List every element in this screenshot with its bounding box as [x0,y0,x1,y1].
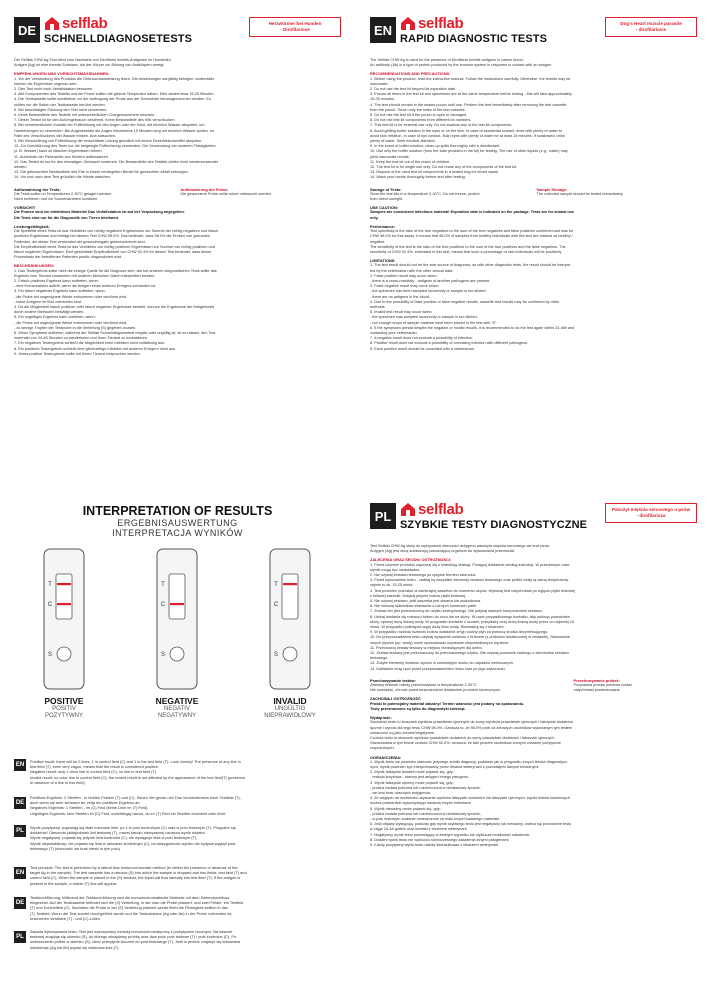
intro-text: The Selflab CHW Ag is used for the presence of Dirofilaria immitis antigens in canine blood. An antibody (Ab) is a type of protein produced by the immune system in response to contact with an antigen. [370,58,553,68]
page-title: SCHNELLDIAGNOSETESTS [44,33,193,45]
house-logo-icon [400,16,416,31]
section-heading: RECOMMENDATIONS AND PRECAUTIONS: [370,71,451,77]
storage-block: Aufbewahrung der Tests: Die Tests sollten in Temperaturen 2-30°C gelagert werden. Nicht einfrieren und vor Sonnenstrahlen schützen. Aufbewahrung der Probe: Die gewonnene Probe sollte sofort untersucht werden. [14,186,272,202]
test-field-label: T [161,582,165,588]
positive-label: POSITIVE POSITIV POZYTYWNY [44,696,84,719]
brand-name: selflab [418,14,464,32]
interpretation-subtitle-de: ERGEBNISAUSWERTUNG [117,518,238,528]
test-field-label: T [48,582,52,588]
language-badge: EN [14,867,26,879]
cassette-drawing [14,544,341,694]
test-cassette [270,549,310,689]
language-badge: EN [14,759,26,771]
result-text-en: Positive result: there will be 2 lines, 1 in control field (C) and 1 in the test field (T). Look closely! The presence of any line in test field (T), even very vague, means that the result is considered positive. Negative result: only 1 clear line in control field (C), no line in test field (T). Invalid result: no color line in control field (C), the invalid result is not affected by the appearance of the test field(T) (presence or absence of a line in this field). [30,759,246,785]
sample-well-label: S [160,652,166,658]
recommendations-list: 1. Przed użyciem produktu zapoznaj się z instrukcją obsługi. Postępuj dokładnie według instrukcji. W przeciwnym razie wyniki mogą być niedokładne. 2. Nie używaj zestawu testowego po upływie terminu ważności. 3. Przed wykonaniem testu - zadbaj by wszystkie elementy zestawu testowego oraz próbki miały tą samą temperaturę, zajmie to ok. 15-25 minut. 4. Test powinien pozostać w zamkniętej saszetce do momentu użycia. Wykonaj test natychmiast po wyjęciu płytki testowej z foliowej saszetki. Dotykaj jedynie boków płytki testowej. 5. Nie używaj zestawu, jeśli saszetka jest otwarta lub uszkodzona. 6. Nie mieszaj składników zestawów o różnych numerach partii. 7. Zestaw ten jest przeznaczony do użytku zewnętrznego. Nie połykaj żadnych komponentów zestawu. 8. Unikaj dostania się roztworu buforu do oczu lub na skórę. W razie przypadkowego kontaktu, aby uniknąć podrażnień skóry, spłukuj dużą ilością wody. W przypadku kontaktu z oczami, przepłukuj oczy dużą ilością wody przez co najmniej 15 minut. W przypadku połknięcia wypij dużą ilość wody. Skontaktuj się z lekarzem. 9. W przypadku rozlania roztworu buforu dokładnie zmyj rozlany płyn za pomocą środka dezynfekującego. 10. Do przeprowadzenia testu używaj wyłącznie roztworu z buforem (z probówki dostarczonej w zestawie). Stosowanie innych płynów (np. wody) może spowodować uzyskanie nieprawidłowych wyników. 11. Przechowuj zestaw testowy w miejscu niedostępnym dla dzieci. 12. Zestaw testowy jest przeznaczony do jednorazowego użytku. Nie używaj ponownie żadnego z elementów zestawu testowego. 13. Zużyte elementy zestawu wyrzuć w zamkniętym worku do odpadów zmieszanych. 14. Dokładnie umyj ręce przed przeprowadzeniem testu oraz po jego wykonaniu. [370,562,576,671]
language-badge: EN [370,17,396,43]
limitations-heading: OGRANICZENIA: [370,754,402,760]
result-window [282,574,298,619]
caution-text: Samples are considered infectious material! Expiration date is indicated on the package. Tests are for animal use only. [370,210,574,220]
performance-heading: Wydajność: [370,715,392,721]
limitations-heading: LIMITATIONS: [370,258,396,264]
test-line [283,583,297,585]
test-line [57,583,71,585]
language-badge: DE [14,17,40,43]
section-heading: EMPFEHLUNGEN UND VORSICHTSMASSNAHMEN: [14,71,110,77]
control-field-label: C [47,602,53,608]
topic-badge: Pasożyt mięśnia sercowego u psów - dirofilarioza [605,503,697,523]
caution-text: Die Proben sind ein infektiöses Material! Das Verfallsdatum ist auf der Verpackung angegeben. Die Tests sind nur für die Diagnostik von Tieren bestimmt. [14,210,185,220]
caution-text: Próbki to potencjalny materiał zakaźny! Termin ważności jest podany na opakowaniu. Testy przeznaczone są tylko do diagnostyki zwierząt. [370,701,525,711]
section-heading: ZALECENIA ORAZ ŚRODKI OSTROŻNOŚCI: [370,557,452,563]
pl-header [370,500,697,544]
recommendations-list: 1. Vor der Verwendung des Produkts die Gebrauchsanweisung lesen. Die Anweisungen sorgfältig befolgen, andernfalls können die Ergebnisse ungenau sein. 2. Den Test nicht nach Verfallsdatum benutzen. 3. Alle Komponenten des Testkits und die Probe sollten die gleiche Temperatur haben. Dies dauert etwa 15-25 Minuten. 4. Die Testkassette sollte unmittelbar vor der Auftragung der Probe aus der Schutzfolie herausgenommen werden. Es sollten nur die Seiten der Testkassette berührt werden. 5. Bei beschädigter Packung den Test nicht verwenden. 6. Keine Bestandteile des Testkits mit unterschiedlichen Chargennummern mischen. 7. Dieser Testkit ist für den Außengebrauch bestimmt. Keine Bestandteile des Kits verschlucken. 8. Bei versehentlichem Kontakt der Pufferlösung mit den Augen oder der Haut, mit reichlich Wasser abspülen; um Hautreizungen zu vermeiden. Bei Augenkontakt die Augen mindestens 15 Minuten lang mit reichlich Wasser spülen. Im Falle des Verschluckens viel Wasser trinken. Arzt aufsuchen. 9. Bei Verschüttung von Pufferlösung die verschüttete Lösung gründlich mit einem Desinfektionsmittel abspülen. 10. Zur Durchführung des Tests nur die beigelegte Pufferlösung verwenden. Die Verwendung von anderen Flüssigkeiten (z. B. Wasser) kann zu falschen Ergebnissen führen. 11. Außerhalb der Reichweite von Kindern aufbewahren. 12. Das Testkit ist nur für den einmaligen Gebrauch bestimmt. Die Bestandteile des Testkits dürfen nicht wiederverwendet werden. 13. Die gebrauchten Bestandteile des Kits in einem versiegelten Beutel für gemischten Abfall entsorgen. 14. Vor und nach dem Test gründlich die Hände waschen. [14,76,218,180]
interpretation-subtitle-pl: INTERPRETACJA WYNIKÓW [112,528,243,538]
en-body [370,58,697,352]
de-section [14,14,341,484]
language-badge: DE [14,897,26,909]
house-logo-icon [44,16,60,31]
performance-heading: Performance: [370,223,396,229]
language-badge: PL [14,931,26,943]
invalid-label: INVALID UNGÜLTIG NIEPRAWIDŁOWY [264,696,316,719]
interpretation-title: INTERPRETATION OF RESULTS [82,504,273,518]
brand-name: selflab [418,500,464,518]
interpretation-text-blocks [14,759,341,992]
en-header [370,14,697,58]
limitations-heading: BESCHRÄNKUNGEN: [14,263,55,269]
result-window [169,574,185,619]
intro-text: Test Selflab CHW Ag służy do wykrywania obecności antygenu pasożyta mięśnia sercowego we krwi psów. Antygen (Ag) jest obcą substancją pobudzającą organizm do wytwarzania przeciwciał. [370,544,551,554]
page-title: RAPID DIAGNOSTIC TESTS [400,33,548,45]
house-logo-icon [400,502,416,517]
sample-well [170,647,184,661]
de-header [14,14,341,58]
language-badge: PL [370,503,396,529]
control-line [170,603,184,605]
en-section [370,14,697,484]
test-cassette [157,549,197,689]
brand-block [44,14,249,45]
sample-well-label: S [47,652,53,658]
principle-text-de: Testdurchführung: Während der Testdurchführung wird die immunochromatische Methode mit dem Seitendurchfluss eingesetzt. Auf der Testkassette befindet sich die (S) Vertiefung, in der man die Probe platziert, und zwei Felder: ein Testfeld (T) und Kontrollfeld (C). Nachdem die Probe in der (S) Vertiefung platziert wurde fließt die Flüssigkeit seitlich in das (T) Testfeld. Wenn der Test korrekt durchgeführt wurde und die Testsubstanz (Ag oder Ab) in der Probe vorhanden ist, erscheinen sichtbare (T) - und (C)-Linien. [30,895,244,921]
performance-text: Test specificity is the ratio of the true negatives to the sum of the true negatives and false positives combined and was for CHW 98.0% for this assay. It means that 98.0% of samples from healthy individuals with this test are marked as healthy / negative. The sensitivity of the test is the ratio of the true positives to the sum of the true positives and the false negatives. The sensitivity of CHW 92.4%, estimated in this test, means that such a percentage of sick individuals will be positively [370,229,574,254]
brand-name: selflab [62,14,108,32]
brand-block [400,14,605,45]
control-field-label: C [160,602,166,608]
storage-block: Storage of Tests: Store the test kits in a temperature 2-30°C. Do not freeze, protect from direct sunlight. Sample Storage: The collected sample should be tested immediately. [370,186,624,202]
limitations-list: 1. The test result should not be the sole source of diagnosis, as with other diagnostic tests, the result should be interpre- ted by the veterinarian with the other clinical data. 2. False positive result may occur when: - there is a cross-reactivity - antigens of another pathogens are present. 3. False negative result may occur when: - the specimen has been sampled incorrectly or sample is too diluted, - there are no antigens in the blood. 4. Due to the possibility of false positive or false negative results, cassette test results may be confirmed by other methods. 5. Invalid test result may occur when: - the specimen was sampled incorrectly or sample is too diluted, - not enough drops of sample material have been placed in the test well "S". 6. If the symptoms persist despite the negative or invalid results, it is recommended to do the test again within 24-48h and contacting your veterinarian. 7. A negative result does not exclude a possibility of infection. 8. Positive result does not exclude a possibility of coexisting infection with different pathogens. 9. Each positive result should be consulted with a veterinarian. [370,263,575,351]
performance-text: Die Spezifität eines Tests ist das Verhältnis von richtig negativen Ergebnissen zur Summe der richtig negativen und falsch positiven Ergebnisse und beträgt bei diesem Test CHW 98.0%. Das bedeutet, dass 98.0% der Proben von gesunden Patienten, die dieser Test verwenden als gesund/negativ gekennzeichnet sind. Die Empfindlichkeit eines Tests ist das Verhältnis von richtig positiven Ergebnissen zur Summe von richtig positiven und falsch negativen Ergebnissen. Eine geschätzte Empfindlichkeit von CHW 92.4% für diesen Test bedeutet, dass dieser Prozentsatz der betroffenen Patienten positiv diagnostiziert wird. [14,229,219,260]
topic-badge: Dog's Heart muscle parasite - dirofilariosis [605,17,697,37]
control-field-label: C [273,602,279,608]
caution-heading: ZACHOWAJ OSTROŻNOŚĆ [370,696,421,702]
control-line [57,603,71,605]
performance-text: Swoistość testu to stosunek wyników prawdziwie ujemnych do sumy wyników prawdziwie ujemnych i fałszywie dodatnich łącznie i wynosi dla tego testu CHW 98.0%. Oznacza to, że 98.0% prób od zdrowych osobników wykonanym tym testem oznaczone są jako zdrowe/negatywne. Czułość testu to stosunek wyników prawdziwie dodatnich do sumy prawdziwie dodatnich i fałszywie ujemnych. Oszacowana w tym teście czułość CHW 92.4%, oznacza, że taki procent osobników chorych zostanie pozytywnie rozpoznanych. [370,720,574,751]
language-badge: PL [14,825,26,837]
intro-text: Der Selflab CHW Ag-Test dient zum Nachweis von Dirofilaria immitis-Antigenen im Hundeblut. Antigen (Ag) ist eine fremde Substanz, die der Körper zur Bildung von Antikörpern anregt. [14,58,172,68]
interpretation-section [14,500,341,992]
sample-well [57,647,71,661]
limitations-list: 1. Das Testergebnis sollte nicht die einzige Quelle für die Diagnose sein; wie bei anderen diagnostischen Tests sollte das Ergebnis vom Tierarzt zusammen mit anderen klinischen Daten interpretiert werden. 2. Falsch positives Ergebnis kann auftreten, wenn: - eine Kreuzreaktion auftritt, wenn die Antigen eines anderen Erregers vorhanden ist. 3. Ein falsch negatives Ergebnis kann auftreten, wenn: - die Probe auf ungeeignete Weise entnommen oder verdünnt wird, - keine Antigene im Blut vorhanden sind. 4. Da die Möglichkeit falsch positiver oder falsch negativer Ergebnisse besteht, können die Ergebnisse der Antigentests durch andere Methoden bestätigt werden. 5. Ein ungültiges Ergebnis kann auftreten, wenn: - die Probe auf ungeeignete Weise entnommen oder verdünnt wird, - zu wenige Tropfen der Testprobe in die Vertiefung (S) gegeben wurden. 6. Wenn Symptome auftreten, während der Selflab Schnelldiagnosetest negativ oder ungültig ist, ist es ratsam, den Test innerhalb von 24-48 Stunden zu wiederholen und Ihren Tierarzt zu kontaktieren. 7. Ein negatives Testergebnis schließt die Möglichkeit einer Infektion nicht vollständig aus. 8. Ein positives Testergebnis schließt eine gleichzeitige Infektion mit anderen Erregern nicht aus. 9. Jedes positive Testergebnis sollte mit Ihrem Tierarzt besprochen werden. [14,268,217,356]
topic-badge: Herzwürmer bei Hunden - Dirofilariose [249,17,341,37]
result-window [56,574,72,619]
recommendations-list: 1. Before using the product, read the instruction manual. Follow the instructions carefully. Otherwise, the results may be inaccurate. 2. Do not use the test kit beyond its expiration date. 3. Ensure all items in the test kit and specimens are at the same temperature before testing - this will take approximately 15-25 minutes. 4. The test should remain in the sealed pouch until use. Perform the test immediately after removing the test cassette from the pouch. Touch only the sides of the test cassette. 5. Do not use the test kit if the pouch is open or damaged. 6. Do not mix test kit components from different lot numbers. 7. This test kit is for external use only. Do not swallow any of the test kit components. 8. Avoid getting buffer solution in the eyes or on the skin. In case of accidental contact, rinse with plenty of water to avoid skin irritation. In case of eye contact, flush eyes with plenty of water for at least 15 minutes. If swallowed, drink plenty of water. Seek medical attention. 9. In the event of buffer solution, clean up spills thoroughly with a disinfectant. 10. Use only the buffer solution (from the tube provided in the kit) for testing. The use of other liquids (e.g., water) may yield inaccurate results. 11. Keep the test kit out of the reach of children. 12. The test kit is for single use only. Do not reuse any of the components of the test kit. 13. Dispose of the used test kit components in a sealed bag for mixed waste. 14. Wash your hands thoroughly before and after testing. [370,76,572,180]
negative-label: NEGATIVE NEGATIV NEGATYWNY [155,696,199,719]
page-title: SZYBKIE TESTY DIAGNOSTYCZNE [400,519,588,531]
caution-heading: USE CAUTION: [370,205,399,211]
de-body [14,58,341,357]
caution-heading: VORSICHT! [14,205,36,211]
limitations-list: 1. Wynik testu nie powinien stanowić jedynego źródła diagnozy, podobnie jak w przypadku innych testów diagnostycz- nych, wynik powinien być interpretowany przez lekarza weterynarii z pozostałymi danymi klinicznymi. 2. Wynik fałszywie dodatni może pojawić się, gdy: - reakcja krzyżowa - obecny jest antygen innego patogenu, 3. Wynik fałszywie ujemny może pojawić się, gdy: - próbka została pobrana lub rozcieńczona w niewłaściwy sposób, - we krwi brak obecnych antygenów. 4. Ze względu na możliwość uzyskania wyników fałszywie dodatnich lub fałszywie ujemnych, wyniki testów kasetowych można potwierdzić wykorzystując badania innymi metodami. 5. Wynik niewaźny może pojawić się, gdy: - próbka została pobrana lub rozcieńczona w niewłaściwy sposób, - w polu testowym zostanie umieszczone za mało kropel badanego materiału. 6. Jeśli objawy występują, podczas gdy wynik szybkiego testu jest negatywny lub niewaźny, zaleca się ponowienie testu w ciągu 24-48 godzin oraz kontakt z lekarzem weterynarii. 7. Negatywny wynik testu pozwalający w żadnym wypadku nie wyklucza możliwości zakażenia. 8. Dodatni wynik testu nie wyklucza równoczesnego zakażenia innymi patogenami. 9. Każdy pozytywny wynik testu należy skonsultować z lekarzem weterynarii. [370,759,572,847]
test-field-label: T [274,582,278,588]
pl-body [370,544,697,848]
storage-block: Przechowywanie testów: Zestawy testowe należy przechowywać w temperaturze 2-30°C. Nie zamrażać, chronić przed bezpośrednim działaniem promieni słonecznych. Przechowywanie próbek: Pozyskana próbka powinna zostać natychmiast przetestowana. [370,677,632,693]
cassette-illustrations [14,544,341,759]
sample-well [283,647,297,661]
result-text-de: Positives Ergebnis: 2 Streifen - in beiden Feldern (T) und (C). Sehen Sie genau hin! Das Vorhandensein einer Testlinie (T), auch wenn sie sehr schwach ist, zeigt ein positives Ergebnis an. Negatives Ergebnis: 1 Streifen - im (C) Feld (keine Linie im (T) Feld). Ungültiges Ergebnis: kein Streifen im (C) Feld, unabhängig davon, ob im (T) Feld ein Streifen erscheint oder nicht. [30,795,241,816]
principle-text-en: Test principle: The test is performed by a lateral flow immunochromatic method (to detect the presence or absence of the target Ag in the sample). The test cassette has a window (S) into which the sample is dropped and two fields: test field (T) and control field (C). When the sample is placed in the (S) window, the liquid will flow laterally into test field (T). If the antigen is present in the sample, a visible (T) line will appear. [30,865,247,886]
result-text-pl: Wynik pozytywny: pojawiają się dwie kolorowe linie, po 1 w polu kontrolnym (C) oraz w polu testowym (T). Przypatrz się dokładnie! Obecność jakiejkolwiek linii testowej (T), nawet bardzo niewyraźnej oznacza wynik dodatni. Wynik negatywny: pojawia się jedynie linia kontrolna (C), nie występuje linia w polu testowym (T). Wynik nieprawidłowy: nie pojawia się linia w obszarze kontrolnym (C), na wiarygodność wyniku nie wpływa wygląd pola testowego (T) (obecność lub brak kreski w tym polu). [30,825,236,851]
test-cassette [44,549,84,689]
brand-block [400,500,605,531]
pl-section [370,500,697,992]
performance-heading: Leistungsfähigkeit: [14,223,50,229]
sample-well-label: S [273,652,279,658]
principle-text-pl: Zasada wykonywania testu: Test jest wykonywany metodą immunochromatyczną z przepływem bocznym. Na kasecie testowej znajduje się okienko (S), do którego wkraplamy próbkę oraz dwa pola: pole testowe (T) i pole kontrolne (C). Po umieszczeniu próbki w okienku (S), ciecz przepłynie bocznie do pola testowego (T). Jeśli w próbce znajduje się testowana substancja (Ag lub Ab) pojawi się widoczna linia (T). [30,929,241,950]
language-badge: DE [14,797,26,809]
